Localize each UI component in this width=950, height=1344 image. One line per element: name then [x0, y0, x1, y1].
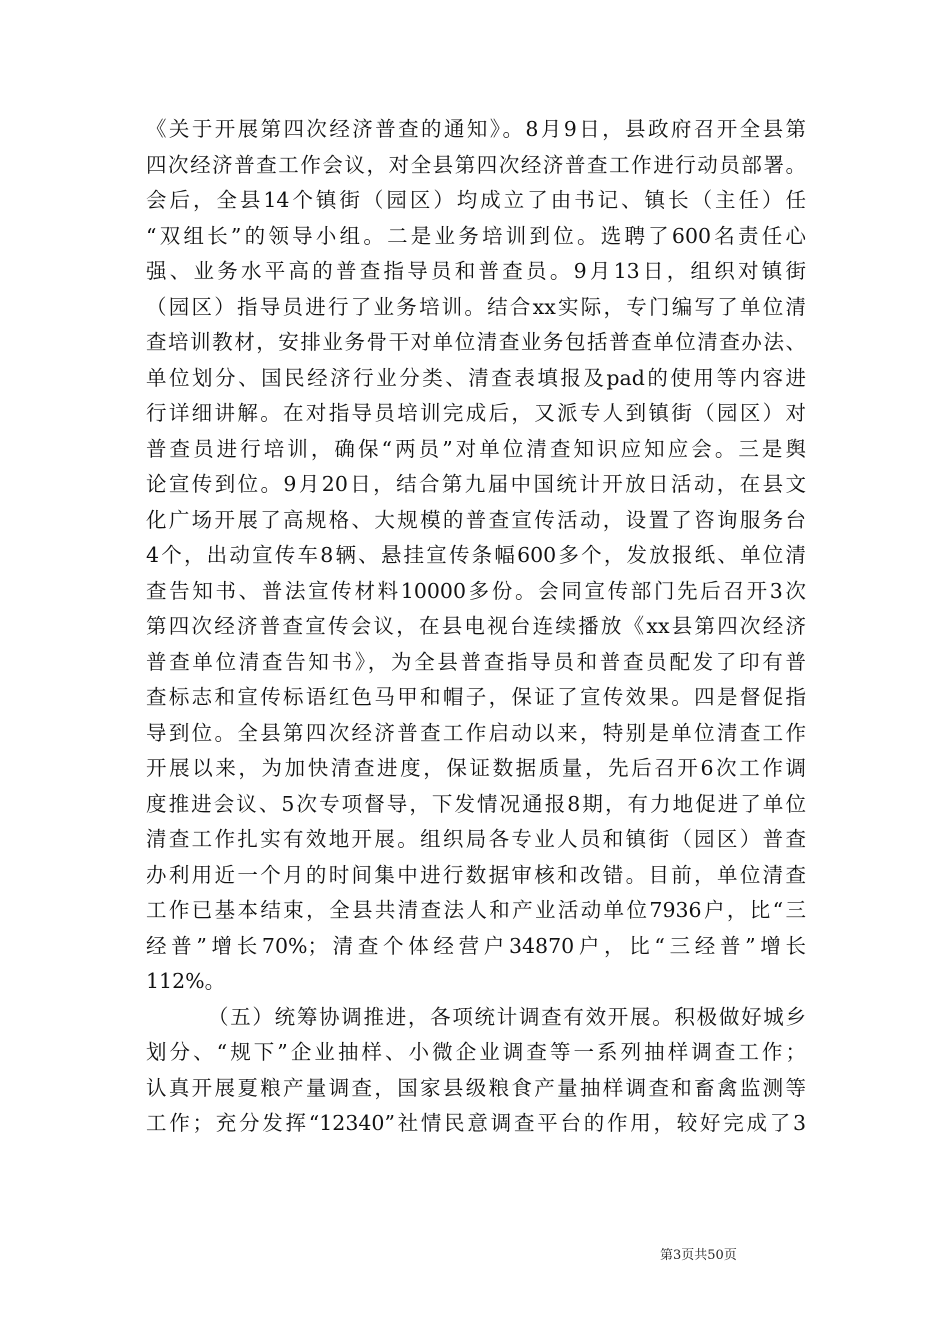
- text-line: 经普”增长70%；清查个体经营户34870户，比“三经普”增长: [146, 933, 806, 958]
- text-line: 普查单位清查告知书》，为全县普查指导员和普查员配发了印有普: [146, 649, 806, 674]
- text-line: 普查员进行培训，确保“两员”对单位清查知识应知应会。三是舆: [146, 436, 806, 461]
- text-line: 查培训教材，安排业务骨干对单位清查业务包括普查单位清查办法、: [146, 330, 806, 354]
- text-line: 开展以来，为加快清查进度，保证数据质量，先后召开6次工作调: [146, 756, 806, 780]
- paragraph-1: [146, 112, 806, 1000]
- document-body: [146, 112, 806, 1142]
- text-line: 导到位。全县第四次经济普查工作启动以来，特别是单位清查工作: [146, 720, 806, 745]
- text-line: 第四次经济普查宣传会议，在县电视台连续播放《xx县第四次经济: [146, 614, 806, 638]
- text-line: （五）统筹协调推进，各项统计调查有效开展。积极做好城乡: [208, 1004, 806, 1029]
- text-line: 4个，出动宣传车8辆、悬挂宣传条幅600多个，发放报纸、单位清: [146, 543, 806, 567]
- text-line: 112%。: [146, 969, 226, 993]
- text-line: 查标志和宣传标语红色马甲和帽子，保证了宣传效果。四是督促指: [146, 685, 806, 709]
- text-line: 单位划分、国民经济行业分类、清查表填报及pad的使用等内容进: [146, 365, 806, 390]
- text-line: 会后，全县14个镇街（园区）均成立了由书记、镇长（主任）任: [146, 188, 806, 212]
- text-line: 化广场开展了高规格、大规模的普查宣传活动，设置了咨询服务台: [146, 507, 806, 532]
- text-line: 办利用近一个月的时间集中进行数据审核和改错。目前，单位清查: [146, 862, 806, 887]
- text-line: “双组长”的领导小组。二是业务培训到位。选聘了600名责任心: [146, 223, 806, 248]
- page-number-footer: 第3页共50页: [660, 1248, 737, 1263]
- text-line: 查告知书、普法宣传材料10000多份。会同宣传部门先后召开3次: [146, 578, 806, 603]
- text-line: 强、业务水平高的普查指导员和普查员。9月13日，组织对镇街: [146, 259, 806, 283]
- text-line: 清查工作扎实有效地开展。组织局各专业人员和镇街（园区）普查: [146, 827, 806, 851]
- text-line: 度推进会议、5次专项督导，下发情况通报8期，有力地促进了单位: [146, 791, 806, 816]
- text-line: 行详细讲解。在对指导员培训完成后，又派专人到镇街（园区）对: [146, 401, 806, 425]
- text-line: 论宣传到位。9月20日，结合第九届中国统计开放日活动，在县文: [146, 472, 806, 496]
- text-line: 工作已基本结束，全县共清查法人和产业活动单位7936户，比“三: [146, 898, 806, 922]
- text-line: 划分、“规下”企业抽样、小微企业调查等一系列抽样调查工作；: [146, 1040, 806, 1064]
- paragraph-2: [146, 1000, 806, 1142]
- text-line: 认真开展夏粮产量调查，国家县级粮食产量抽样调查和畜禽监测等: [146, 1075, 806, 1100]
- text-line: 《关于开展第四次经济普查的通知》。8月9日，县政府召开全县第: [146, 117, 806, 141]
- text-line: 工作；充分发挥“12340”社情民意调查平台的作用，较好完成了3: [146, 1111, 806, 1135]
- text-line: 四次经济普查工作会议，对全县第四次经济普查工作进行动员部署。: [146, 152, 806, 177]
- text-line: （园区）指导员进行了业务培训。结合xx实际，专门编写了单位清: [146, 294, 806, 319]
